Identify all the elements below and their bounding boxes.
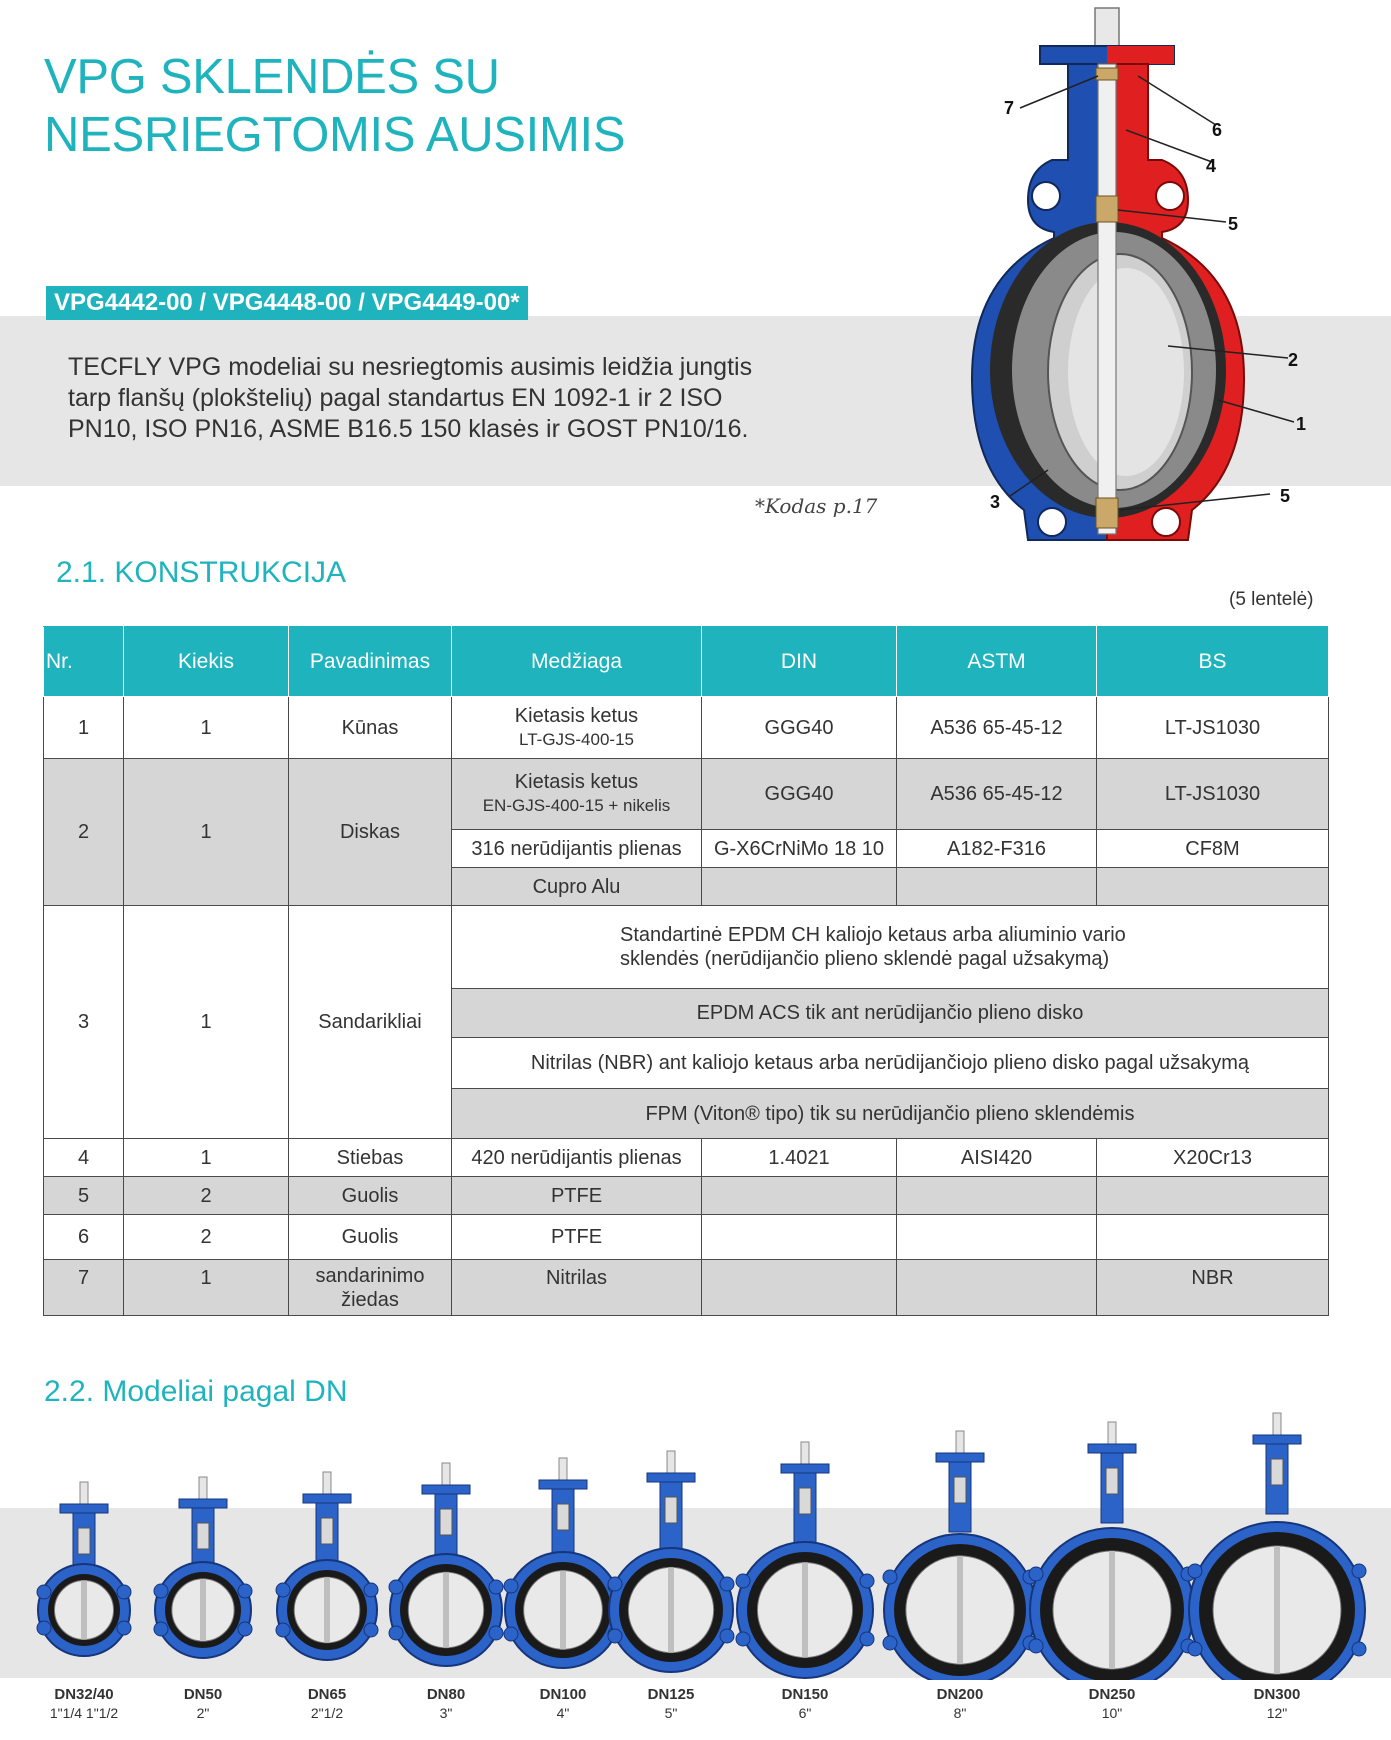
cell-name: Kūnas	[289, 697, 452, 759]
cell-nr: 6	[44, 1215, 124, 1260]
dn-label	[910, 1686, 1010, 1722]
cell-din	[702, 1177, 897, 1215]
dn-size: DN150	[781, 1686, 829, 1703]
dn-size: DN32/40	[54, 1686, 114, 1703]
name-text: sandarinimo žiedas	[315, 1264, 425, 1311]
header-qty: Kiekis	[124, 627, 289, 697]
valve-cutaway-diagram	[948, 0, 1391, 560]
cell-astm: A536 65-45-12	[897, 759, 1097, 830]
seal-option-text: Standartinė EPDM CH kaliojo ketaus arba aliuminio vario sklendės (nerūdijančio plieno sklendė pagal užsakymą)	[620, 924, 1126, 970]
cell-material: Nitrilas	[452, 1260, 702, 1316]
dn-inch: 10"	[1101, 1705, 1123, 1721]
cell-seal-option: FPM (Viton® tipo) tik su nerūdijančio plieno sklendėmis	[452, 1089, 1329, 1139]
dn-inch: 5"	[664, 1705, 678, 1721]
dn-inch: 8"	[953, 1705, 967, 1721]
cell-material	[452, 759, 702, 830]
dn-size: DN80	[426, 1686, 466, 1703]
construction-table	[43, 626, 1329, 1316]
callout-5-top: 5	[1228, 214, 1239, 234]
cell-material	[452, 697, 702, 759]
cell-astm	[897, 1177, 1097, 1215]
dn-label	[34, 1686, 134, 1722]
cell-name: Stiebas	[289, 1139, 452, 1177]
dn-size: DN125	[647, 1686, 695, 1703]
cell-qty: 2	[124, 1177, 289, 1215]
cell-name	[289, 1260, 452, 1316]
dn-size: DN100	[539, 1686, 587, 1703]
valve-model-icon	[1188, 1413, 1366, 1680]
callout-4: 4	[1206, 156, 1217, 176]
cell-astm	[897, 1260, 1097, 1316]
cell-astm	[897, 1215, 1097, 1260]
dn-label	[396, 1686, 496, 1722]
dn-inch: 3"	[439, 1705, 453, 1721]
page-title: VPG SKLENDĖS SU NESRIEGTOMIS AUSIMIS	[44, 50, 626, 162]
table-row	[44, 1139, 1329, 1177]
dn-size: DN250	[1088, 1686, 1136, 1703]
dn-label	[621, 1686, 721, 1722]
valve-model-icon	[389, 1463, 503, 1666]
cell-material: PTFE	[452, 1177, 702, 1215]
cell-name: Sandarikliai	[289, 906, 452, 1139]
dn-label	[1062, 1686, 1162, 1722]
cell-seal-option	[452, 906, 1329, 989]
cell-bs: NBR	[1097, 1260, 1329, 1316]
cell-nr: 1	[44, 697, 124, 759]
cell-din: G-X6CrNiMo 18 10	[702, 830, 897, 868]
dn-label	[277, 1686, 377, 1722]
cell-din	[702, 1215, 897, 1260]
cell-din: 1.4021	[702, 1139, 897, 1177]
cell-qty: 1	[124, 697, 289, 759]
cell-material: 420 nerūdijantis plienas	[452, 1139, 702, 1177]
cell-bs	[1097, 868, 1329, 906]
dn-inch: 1"1/4 1"1/2	[49, 1705, 119, 1721]
dn-size: DN65	[307, 1686, 347, 1703]
cell-astm: AISI420	[897, 1139, 1097, 1177]
table-row	[44, 1177, 1329, 1215]
table-row	[44, 759, 1329, 830]
cell-din	[702, 868, 897, 906]
cell-qty: 1	[124, 1260, 289, 1316]
cell-material: 316 nerūdijantis plienas	[452, 830, 702, 868]
cell-nr: 7	[44, 1260, 124, 1316]
cell-material: PTFE	[452, 1215, 702, 1260]
cell-seal-option: EPDM ACS tik ant nerūdijančio plieno disko	[452, 989, 1329, 1038]
header-din: DIN	[702, 627, 897, 697]
model-codes-badge: VPG4442-00 / VPG4448-00 / VPG4449-00*	[46, 286, 528, 320]
callout-1: 1	[1296, 414, 1307, 434]
cell-din: GGG40	[702, 697, 897, 759]
cell-bs: CF8M	[1097, 830, 1329, 868]
valve-model-icon	[608, 1451, 734, 1672]
cell-bs: LT-JS1030	[1097, 697, 1329, 759]
valve-model-icon	[504, 1458, 622, 1668]
cell-bs: LT-JS1030	[1097, 759, 1329, 830]
material-main: Kietasis ketus	[514, 704, 639, 727]
cell-nr: 4	[44, 1139, 124, 1177]
dn-size: DN300	[1253, 1686, 1301, 1703]
dn-label	[755, 1686, 855, 1722]
dn-size: DN50	[183, 1686, 223, 1703]
code-note: *Kodas p.17	[755, 494, 878, 518]
section-heading-construction: 2.1. KONSTRUKCIJA	[56, 556, 347, 589]
dn-inch: 4"	[556, 1705, 570, 1721]
dn-inch: 12"	[1266, 1705, 1288, 1721]
header-astm: ASTM	[897, 627, 1097, 697]
table-row	[44, 906, 1329, 989]
section-heading-models: 2.2. Modeliai pagal DN	[44, 1375, 348, 1408]
header-nr: Nr.	[44, 627, 124, 697]
cell-bs	[1097, 1177, 1329, 1215]
material-main: Kietasis ketus	[514, 771, 639, 793]
callout-5-bottom: 5	[1280, 486, 1291, 506]
material-sub: EN-GJS-400-15 + nikelis	[482, 796, 671, 815]
cell-bs: X20Cr13	[1097, 1139, 1329, 1177]
table-row	[44, 1260, 1329, 1316]
header-name: Pavadinimas	[289, 627, 452, 697]
cell-nr: 2	[44, 759, 124, 906]
valve-model-icon	[736, 1442, 874, 1678]
dn-label	[153, 1686, 253, 1722]
cell-seal-option: Nitrilas (NBR) ant kaliojo ketaus arba nerūdijančiojo plieno disko pagal užsakymą	[452, 1038, 1329, 1089]
cell-astm: A182-F316	[897, 830, 1097, 868]
cell-bs	[1097, 1215, 1329, 1260]
cell-material: Cupro Alu	[452, 868, 702, 906]
table-header-row	[44, 627, 1329, 697]
valve-models-illustration	[0, 1410, 1391, 1680]
valve-model-icon	[1029, 1422, 1195, 1680]
cell-din: GGG40	[702, 759, 897, 830]
header-material: Medžiaga	[452, 627, 702, 697]
cell-name: Guolis	[289, 1177, 452, 1215]
cell-qty: 1	[124, 1139, 289, 1177]
cell-name: Diskas	[289, 759, 452, 906]
callout-7: 7	[1004, 98, 1015, 118]
cell-din	[702, 1260, 897, 1316]
table-row	[44, 697, 1329, 759]
valve-model-icon	[883, 1431, 1037, 1680]
valve-model-icon	[154, 1477, 252, 1658]
cell-qty: 1	[124, 906, 289, 1139]
cell-nr: 3	[44, 906, 124, 1139]
dn-inch: 2"1/2	[310, 1705, 344, 1721]
cell-name: Guolis	[289, 1215, 452, 1260]
cell-qty: 1	[124, 759, 289, 906]
table-row	[44, 1215, 1329, 1260]
dn-inch: 2"	[196, 1705, 210, 1721]
dn-label	[513, 1686, 613, 1722]
material-sub: LT-GJS-400-15	[519, 729, 634, 749]
dn-size: DN200	[936, 1686, 984, 1703]
cell-astm: A536 65-45-12	[897, 697, 1097, 759]
callout-3: 3	[990, 492, 1001, 512]
cell-qty: 2	[124, 1215, 289, 1260]
valve-model-icon	[276, 1472, 378, 1660]
dn-inch: 6"	[798, 1705, 812, 1721]
intro-text: TECFLY VPG modeliai su nesriegtomis ausimis leidžia jungtis tarp flanšų (plokštelių) pagal standartus EN 1092-1 ir 2 ISO PN10, ISO PN16, ASME B16.5 150 klasės ir GOST PN10/16.	[68, 353, 753, 443]
cell-astm	[897, 868, 1097, 906]
dn-label	[1227, 1686, 1327, 1722]
header-bs: BS	[1097, 627, 1329, 697]
table-caption: (5 lentelė)	[1229, 589, 1314, 610]
valve-model-icon	[37, 1482, 131, 1656]
cell-nr: 5	[44, 1177, 124, 1215]
callout-2: 2	[1288, 350, 1299, 370]
callout-6: 6	[1212, 120, 1223, 140]
